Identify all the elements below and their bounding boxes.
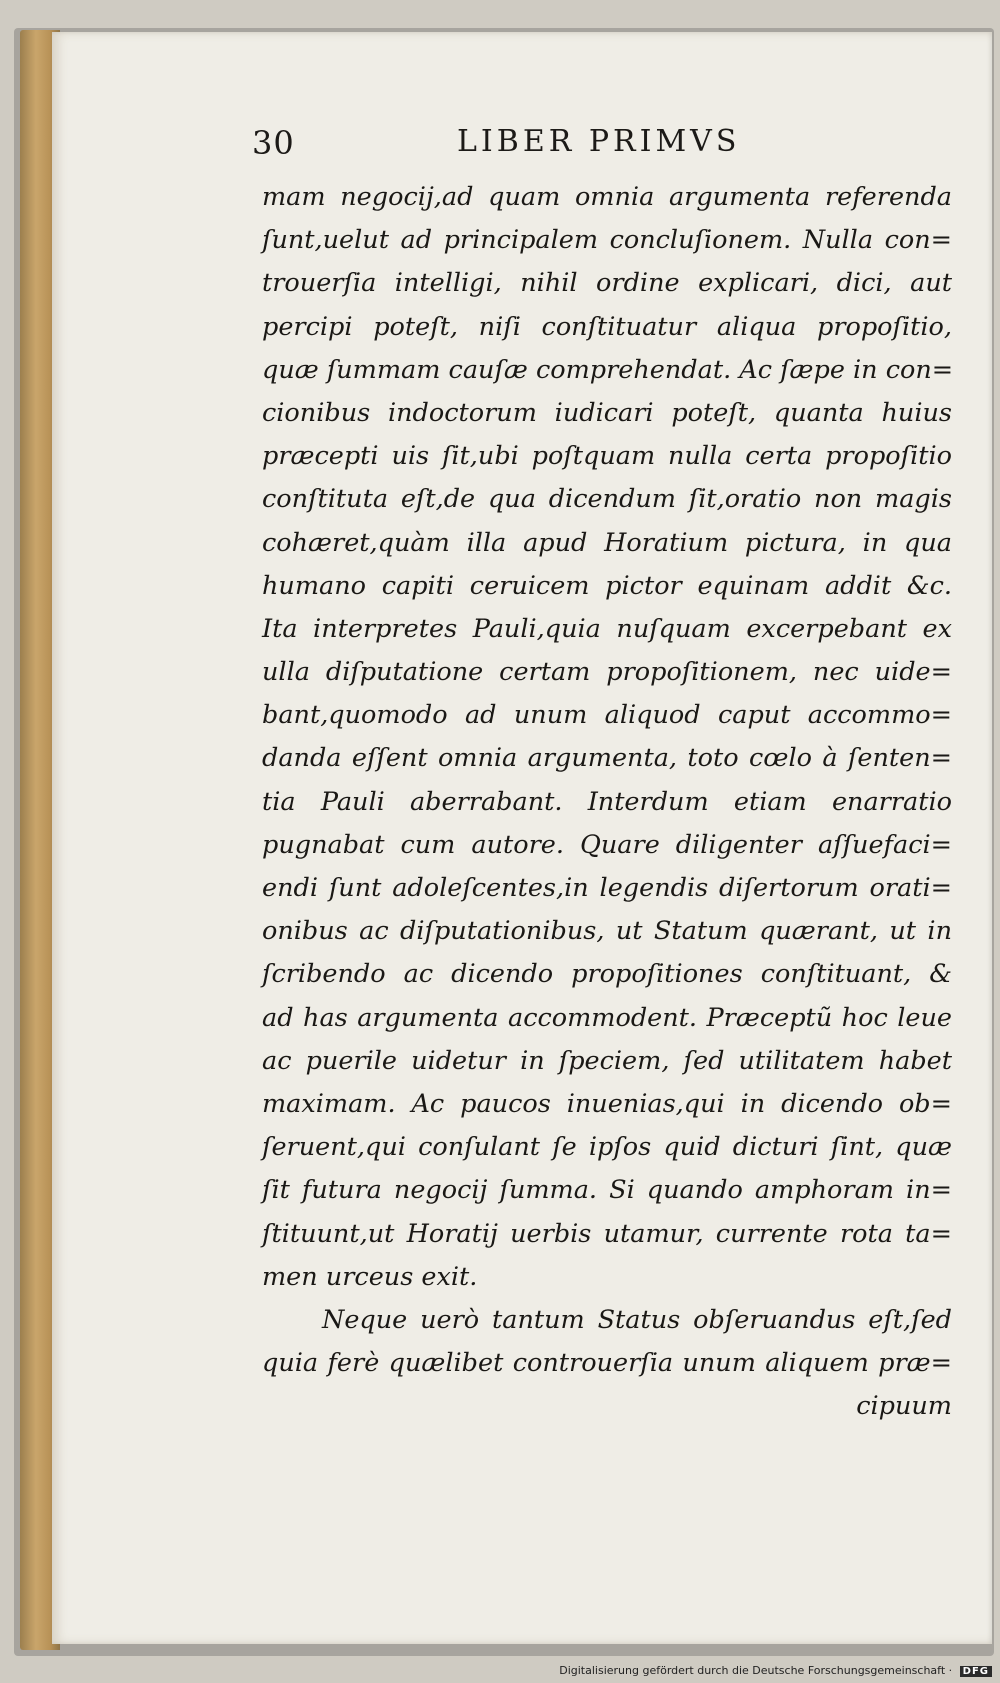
page-number: 30 bbox=[252, 124, 295, 162]
text-line: mam negocij,ad quam omnia argumenta referenda bbox=[262, 182, 952, 212]
text-line: Ita interpretes Pauli,quia nuſquam excerpebant ex bbox=[262, 613, 952, 644]
text-line: percipi poteſt, niſi conſtituatur aliqua propoſitio, bbox=[262, 311, 952, 342]
text-line: endi ſunt adoleſcentes,in legendis diſertorum orati= bbox=[262, 873, 952, 903]
text-line: cohæret,quàm illa apud Horatium pictura, in qua bbox=[262, 527, 952, 558]
text-line: humano capiti ceruicem pictor equinam addit &c. bbox=[262, 570, 952, 601]
text-line: ad has argumenta accommodent. Præceptũ hoc leue bbox=[262, 1002, 952, 1033]
page-header bbox=[252, 124, 892, 164]
text-line: præcepti uis ſit,ubi poſtquam nulla certa propoſitio bbox=[262, 441, 952, 472]
text-line: maximam. Ac paucos inuenias,qui in dicendo ob= bbox=[262, 1088, 952, 1119]
text-line: ſeruent,qui conſulant ſe ipſos quid dicturi ſint, quæ bbox=[262, 1132, 952, 1163]
credit-text: Digitalisierung gefördert durch die Deutsche Forschungsgemeinschaft · bbox=[559, 1664, 953, 1677]
text-line: conſtituta eſt,de qua dicendum ſit,oratio non magis bbox=[262, 484, 952, 515]
text-line: ſunt,uelut ad principalem concluſionem. Nulla con= bbox=[262, 225, 952, 256]
text-line: ſtituunt,ut Horatij uerbis utamur, currente rota ta= bbox=[262, 1218, 952, 1249]
text-line: bant,quomodo ad unum aliquod caput accommo= bbox=[262, 700, 952, 731]
text-line: quæ ſummam cauſæ comprehendat. Ac ſæpe in con= bbox=[262, 354, 954, 385]
text-line: danda eſſent omnia argumenta, toto cœlo à ſenten= bbox=[262, 743, 952, 774]
text-line: cionibus indoctorum iudicari poteſt, quanta huius bbox=[262, 397, 952, 428]
catchword: cipuum bbox=[856, 1391, 952, 1422]
text-line: quia ferè quælibet controuerſia unum aliquem præ= bbox=[262, 1348, 952, 1379]
text-line: ſit futura negocij ſumma. Si quando amphoram in= bbox=[262, 1175, 952, 1206]
running-head: LIBER PRIMVS bbox=[457, 124, 741, 159]
text-line: men urceus exit. bbox=[262, 1261, 478, 1292]
text-line: ulla diſputatione certam propoſitionem, nec uide= bbox=[262, 657, 952, 688]
text-line: pugnabat cum autore. Quare diligenter aſſuefaci= bbox=[262, 829, 952, 860]
digitization-credit bbox=[559, 1664, 992, 1677]
text-line: ac puerile uidetur in ſpeciem, ſed utilitatem habet bbox=[262, 1045, 952, 1076]
dfg-logo: DFG bbox=[960, 1666, 992, 1677]
text-line: Neque uerò tantum Status obſeruandus eſt,ſed bbox=[322, 1304, 952, 1335]
text-line: tia Pauli aberrabant. Interdum etiam enarratio bbox=[262, 786, 952, 817]
text-line: trouerſia intelligi, nihil ordine explicari, dici, aut bbox=[262, 268, 952, 299]
body-text bbox=[262, 176, 952, 1428]
text-line: ſcribendo ac dicendo propoſitiones conſtituant, & bbox=[262, 959, 952, 990]
text-line: onibus ac diſputationibus, ut Statum quærant, ut in bbox=[262, 916, 952, 947]
